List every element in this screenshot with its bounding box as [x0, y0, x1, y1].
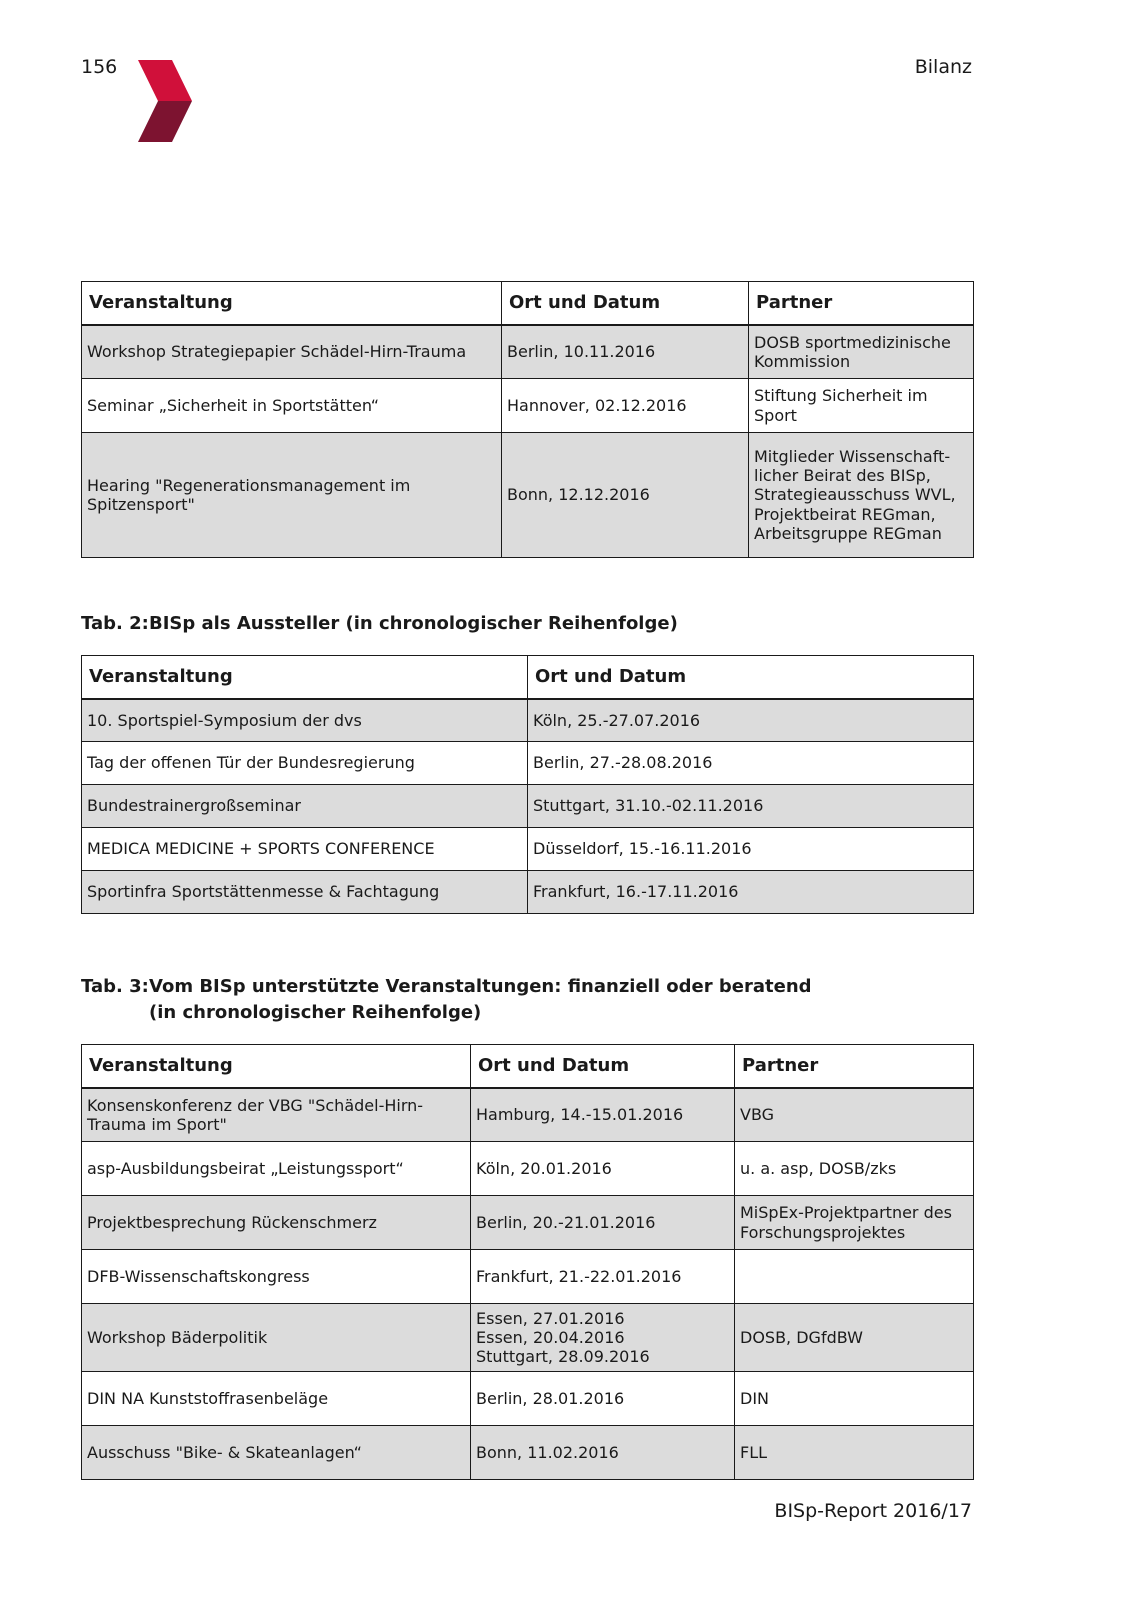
- events-table-3: [81, 1044, 974, 1480]
- table2-caption: [81, 611, 678, 637]
- event-cell: Sportinfra Sportstättenmesse & Fachtagung: [82, 871, 528, 914]
- events-table-2: [81, 655, 974, 914]
- events-table-1: [81, 281, 974, 558]
- table-row: [82, 1372, 974, 1426]
- table3-caption: [81, 974, 812, 1026]
- table-row: [82, 325, 974, 379]
- event-cell: MEDICA MEDICINE + SPORTS CONFERENCE: [82, 828, 528, 871]
- event-cell: Seminar „Sicherheit in Sportstätten“: [82, 379, 502, 433]
- place-date-cell: Stuttgart, 31.10.-02.11.2016: [528, 785, 974, 828]
- partner-cell: Mitglieder Wissenschaft- licher Beirat des BISp, Strategieausschuss WVL, Projektbeirat REGman, Arbeitsgruppe REGman: [749, 433, 974, 558]
- table2-caption-text: BISp als Aussteller (in chronologischer Reihenfolge): [149, 613, 678, 634]
- table3-caption-label: Tab. 3:: [81, 976, 149, 997]
- table-row: [82, 433, 974, 558]
- table-row: [82, 828, 974, 871]
- partner-cell: Stiftung Sicherheit im Sport: [749, 379, 974, 433]
- place-date-cell: Berlin, 28.01.2016: [471, 1372, 735, 1426]
- footer-report-title: BISp-Report 2016/17: [774, 1500, 972, 1522]
- partner-cell: DIN: [735, 1372, 974, 1426]
- place-date-cell: Frankfurt, 21.-22.01.2016: [471, 1250, 735, 1304]
- table-row: [82, 785, 974, 828]
- place-date-cell: Bonn, 12.12.2016: [502, 433, 749, 558]
- table-row: [82, 1426, 974, 1480]
- table3-header-partner: Partner: [735, 1045, 974, 1088]
- event-cell: Konsenskonferenz der VBG "Schädel-Hirn- Trauma im Sport": [82, 1088, 471, 1142]
- table-row: [82, 1088, 974, 1142]
- event-cell: Bundestrainergroßseminar: [82, 785, 528, 828]
- partner-cell: u. a. asp, DOSB/zks: [735, 1142, 974, 1196]
- partner-cell: MiSpEx-Projektpartner des Forschungsprojektes: [735, 1196, 974, 1250]
- place-date-cell: Berlin, 20.-21.01.2016: [471, 1196, 735, 1250]
- partner-cell: DOSB, DGfdBW: [735, 1304, 974, 1372]
- place-date-cell: Bonn, 11.02.2016: [471, 1426, 735, 1480]
- event-cell: Projektbesprechung Rückenschmerz: [82, 1196, 471, 1250]
- table-row: [82, 379, 974, 433]
- table2-header-event: Veranstaltung: [82, 656, 528, 699]
- place-date-cell: Frankfurt, 16.-17.11.2016: [528, 871, 974, 914]
- place-date-cell: Düsseldorf, 15.-16.11.2016: [528, 828, 974, 871]
- table3-header-event: Veranstaltung: [82, 1045, 471, 1088]
- event-cell: Workshop Bäderpolitik: [82, 1304, 471, 1372]
- partner-cell: [735, 1250, 974, 1304]
- table1-header-place-date: Ort und Datum: [502, 282, 749, 325]
- table-row: [82, 699, 974, 742]
- place-date-cell: Köln, 25.-27.07.2016: [528, 699, 974, 742]
- table-row: [82, 1196, 974, 1250]
- event-cell: asp-Ausbildungsbeirat „Leistungssport“: [82, 1142, 471, 1196]
- event-cell: Ausschuss "Bike- & Skateanlagen“: [82, 1426, 471, 1480]
- partner-cell: FLL: [735, 1426, 974, 1480]
- table-row: [82, 742, 974, 785]
- running-head: Bilanz: [914, 56, 972, 78]
- table-row: [82, 1304, 974, 1372]
- page-number: 156: [81, 56, 118, 78]
- table2-caption-label: Tab. 2:: [81, 613, 149, 634]
- place-date-cell: Essen, 27.01.2016 Essen, 20.04.2016 Stuttgart, 28.09.2016: [471, 1304, 735, 1372]
- table1-header-event: Veranstaltung: [82, 282, 502, 325]
- table2-header-place-date: Ort und Datum: [528, 656, 974, 699]
- place-date-cell: Hannover, 02.12.2016: [502, 379, 749, 433]
- event-cell: Tag der offenen Tür der Bundesregierung: [82, 742, 528, 785]
- table3-header-place-date: Ort und Datum: [471, 1045, 735, 1088]
- event-cell: DIN NA Kunststoffrasenbeläge: [82, 1372, 471, 1426]
- place-date-cell: Berlin, 10.11.2016: [502, 325, 749, 379]
- place-date-cell: Hamburg, 14.-15.01.2016: [471, 1088, 735, 1142]
- place-date-cell: Berlin, 27.-28.08.2016: [528, 742, 974, 785]
- table-row: [82, 1250, 974, 1304]
- table3-caption-line2: (in chronologischer Reihenfolge): [149, 1002, 482, 1024]
- table3-caption-line1: Vom BISp unterstützte Veranstaltungen: finanziell oder beratend: [149, 976, 812, 997]
- event-cell: 10. Sportspiel-Symposium der dvs: [82, 699, 528, 742]
- table-row: [82, 871, 974, 914]
- partner-cell: VBG: [735, 1088, 974, 1142]
- partner-cell: DOSB sportmedizinische Kommission: [749, 325, 974, 379]
- event-cell: DFB-Wissenschaftskongress: [82, 1250, 471, 1304]
- table1-header-partner: Partner: [749, 282, 974, 325]
- table-row: [82, 1142, 974, 1196]
- event-cell: Workshop Strategiepapier Schädel-Hirn-Trauma: [82, 325, 502, 379]
- chevron-logo-icon: [138, 60, 194, 144]
- event-cell: Hearing "Regenerationsmanagement im Spitzensport": [82, 433, 502, 558]
- place-date-cell: Köln, 20.01.2016: [471, 1142, 735, 1196]
